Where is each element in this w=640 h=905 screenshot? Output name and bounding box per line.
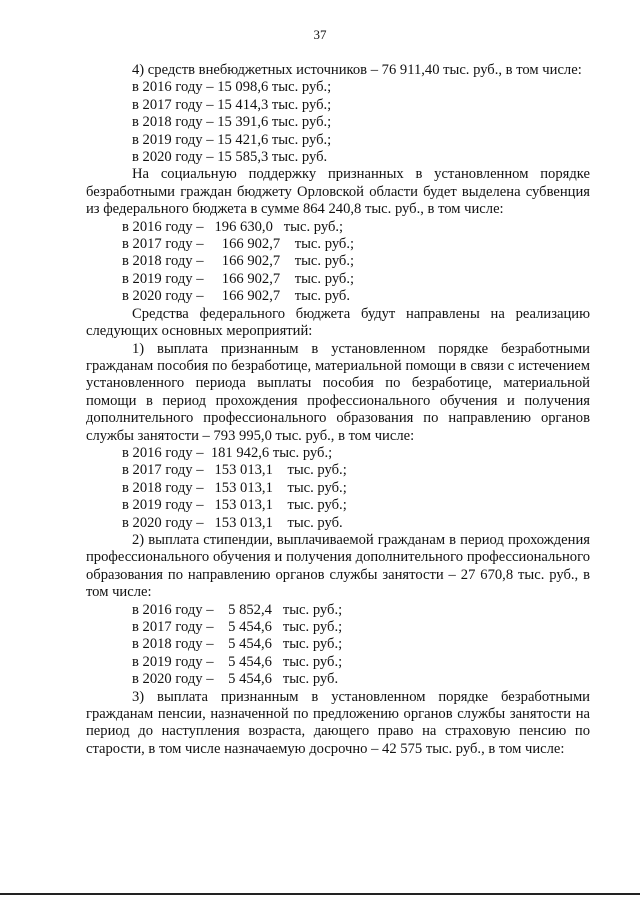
paragraph-social-support-subvention: На социальную поддержку признанных в установленном порядке безработными граждан бюджету Орловской области будет выделена субвенция из федерального бюджета в сумме 864 240,8 тыс. руб., в том числе:: [86, 166, 590, 218]
paragraph-extrabudgetary-sources: 4) средств внебюджетных источников – 76 911,40 тыс. руб., в том числе:: [132, 62, 582, 78]
list-item: в 2019 году – 153 013,1 тыс. руб.;: [122, 497, 347, 514]
list-item: в 2018 году – 5 454,6 тыс. руб.;: [132, 636, 343, 653]
paragraph-unemployment-benefits: 1) выплата признанным в установленном порядке безработными гражданам пособия по безработице, материальной помощи в связи с истечением установленного периода выплаты пособия по безработице, материальной помощи в период прохождения профессионального обучения и получения дополнительного профессионального образования по направлению органов службы занятости – 793 995,0 тыс. руб., в том числе:: [86, 340, 590, 444]
list-item: в 2018 году – 166 902,7 тыс. руб.;: [122, 253, 355, 270]
list-item: в 2016 году – 15 098,6 тыс. руб.;: [132, 79, 332, 96]
list-item: в 2018 году – 153 013,1 тыс. руб.;: [122, 479, 347, 496]
paragraph-early-pension: 3) выплата признанным в установленном порядке безработными гражданам пенсии, назначенной по предложению органов службы занятости на период до наступления возраста, дающего право на страховую пенсию по старости, в том числе назначаемую досрочно – 42 575 тыс. руб., в том числе:: [86, 688, 590, 757]
document-body: [86, 62, 590, 758]
list-item: в 2017 году – 15 414,3 тыс. руб.;: [132, 96, 332, 113]
year-list-training-stipend: [86, 602, 590, 689]
paragraph-training-stipend: 2) выплата стипендии, выплачиваемой гражданам в период прохождения профессионального обучения и получения дополнительного профессионального образования по направлению органов службы занятости – 27 670,8 тыс. руб., в том числе:: [86, 531, 590, 601]
page-number: 37: [313, 27, 327, 42]
list-item: в 2018 году – 15 391,6 тыс. руб.;: [132, 114, 332, 131]
list-item: в 2019 году – 166 902,7 тыс. руб.;: [122, 270, 355, 287]
year-list-extrabudgetary: [86, 79, 590, 166]
list-item: в 2017 году – 166 902,7 тыс. руб.;: [122, 236, 355, 253]
year-list-unemployment-benefits: [86, 445, 590, 532]
list-item: в 2016 году – 181 942,6 тыс. руб.;: [122, 444, 333, 461]
paragraph-federal-budget-directions: Средства федерального бюджета будут направлены на реализацию следующих основных мероприятий:: [86, 305, 590, 340]
list-item: в 2020 году – 5 454,6 тыс. руб.: [132, 671, 339, 688]
bottom-divider: [0, 893, 640, 895]
list-item: в 2016 году – 5 852,4 тыс. руб.;: [132, 601, 343, 618]
list-item: в 2020 году – 166 902,7 тыс. руб.: [122, 288, 350, 305]
list-item: в 2017 году – 153 013,1 тыс. руб.;: [122, 462, 347, 479]
list-item: в 2016 году – 196 630,0 тыс. руб.;: [122, 218, 344, 235]
list-item: в 2020 году – 153 013,1 тыс. руб.: [122, 514, 343, 531]
list-item: в 2019 году – 5 454,6 тыс. руб.;: [132, 653, 343, 670]
list-item: в 2019 году – 15 421,6 тыс. руб.;: [132, 131, 332, 148]
list-item: в 2017 году – 5 454,6 тыс. руб.;: [132, 619, 343, 635]
year-list-subvention: [86, 219, 590, 306]
list-item: в 2020 году – 15 585,3 тыс. руб.: [132, 149, 328, 166]
